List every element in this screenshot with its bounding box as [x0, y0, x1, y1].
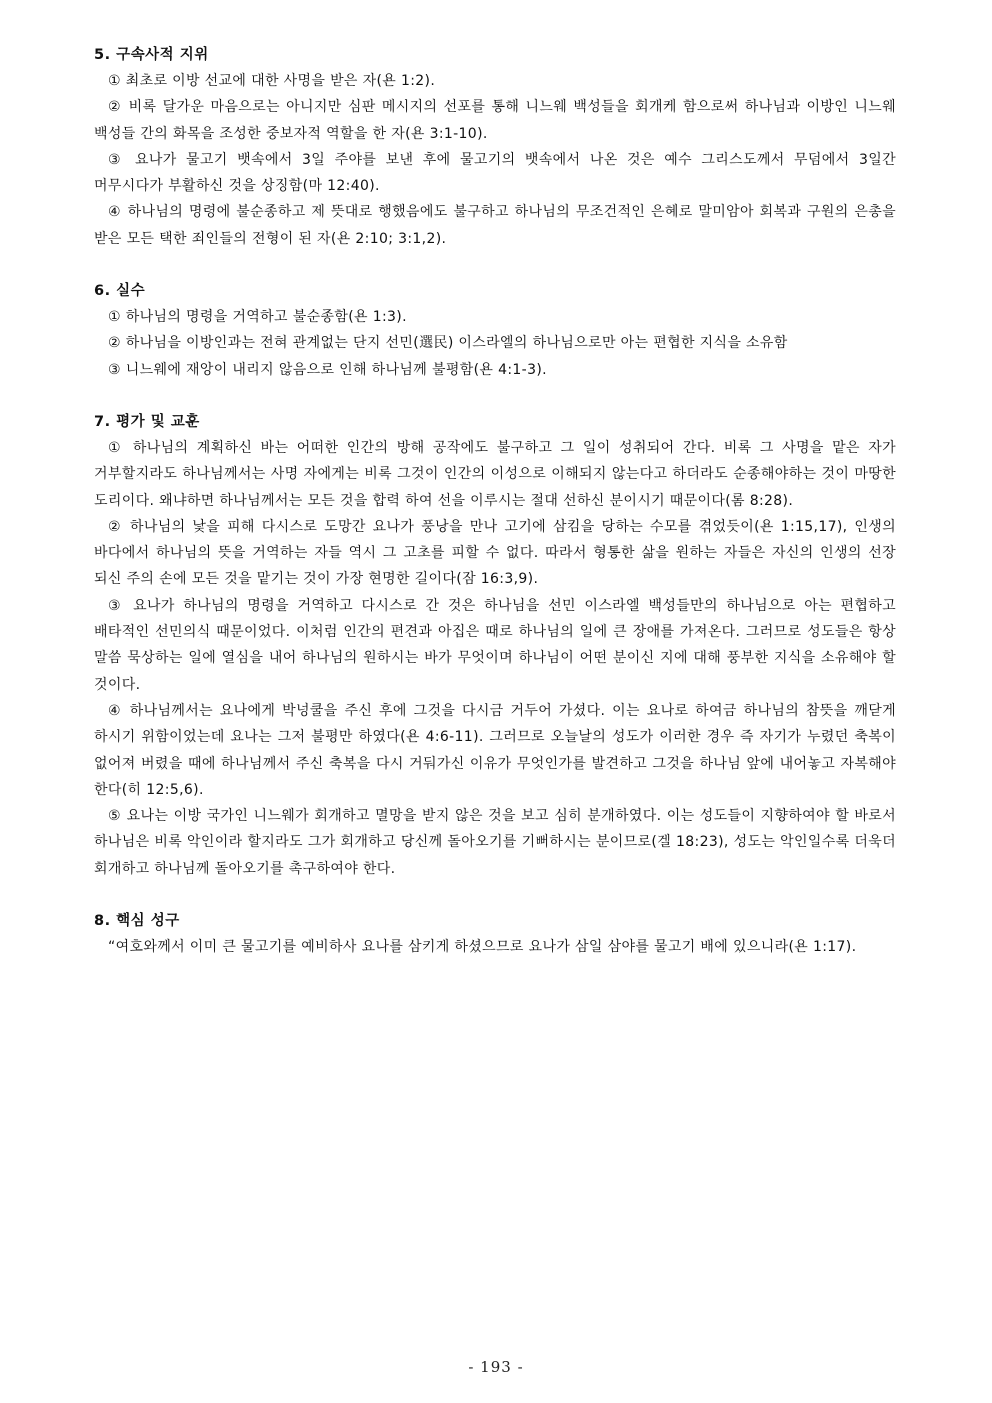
section-title: 8. 핵심 성구	[94, 913, 180, 930]
section-title: 7. 평가 및 교훈	[94, 413, 200, 430]
section-key-verse	[94, 908, 896, 960]
section-mistakes	[94, 278, 896, 383]
page-number: - 193 -	[468, 1358, 524, 1376]
paragraph: ④ 하나님의 명령에 불순종하고 제 뜻대로 행했음에도 불구하고 하나님의 무조건적인 은혜로 말미암아 회복과 구원의 은총을 받은 모든 택한 죄인들의 전형이 된 자(욘 2:10; 3:1,2).	[94, 204, 896, 247]
section-evaluation-lessons	[94, 409, 896, 882]
paragraph: ② 하나님을 이방인과는 전혀 관계없는 단지 선민(選民) 이스라엘의 하나님으로만 아는 편협한 지식을 소유함	[108, 335, 788, 352]
paragraph: ① 하나님의 명령을 거역하고 불순종함(욘 1:3).	[108, 309, 407, 326]
paragraph: ③ 요나가 물고기 뱃속에서 3일 주야를 보낸 후에 물고기의 뱃속에서 나온 것은 예수 그리스도께서 무덤에서 3일간 머무시다가 부활하신 것을 상징함(마 12:40).	[94, 151, 896, 195]
paragraph: ① 하나님의 계획하신 바는 어떠한 인간의 방해 공작에도 불구하고 그 일이 성취되어 간다. 비록 그 사명을 맡은 자가 거부할지라도 하나님께서는 사명 자에게는 비록 그것이 인간의 이성으로 이해되지 않는다고 하더라도 순종해야하는 것이 마땅한 도리이다. 왜냐하면 하나님께서는 모든 것을 합력 하여 선을 이루시는 절대 선하신 분이시기 때문이다(롬 8:28).	[94, 439, 896, 509]
section-title: 6. 실수	[94, 283, 146, 300]
paragraph: ④ 하나님께서는 요나에게 박넝쿨을 주신 후에 그것을 다시금 거두어 가셨다. 이는 요나로 하여금 하나님의 참뜻을 깨닫게 하시기 위함이었는데 요나는 그저 불평만 하였다(욘 4:6-11). 그러므로 오늘날의 성도가 이러한 경우 즉 자기가 누렸던 축복이 없어져 버렸을 때에 하나님께서 주신 축복을 다시 거둬가신 이유가 무엇인가를 발견하고 그것을 하나님 앞에 내어놓고 자복해야 한다(히 12:5,6).	[94, 702, 896, 798]
paragraph: ③ 요나가 하나님의 명령을 거역하고 다시스로 간 것은 하나님을 선민 이스라엘 백성들만의 하나님으로 아는 편협하고 배타적인 선민의식 때문이었다. 이처럼 인간의 편견과 아집은 때로 하나님의 일에 큰 장애를 가져온다. 그러므로 성도들은 항상 말씀 묵상하는 일에 열심을 내어 하나님의 원하시는 바가 무엇이며 하나님이 어떤 분이신 지에 대해 풍부한 지식을 소유해야 할 것이다.	[94, 597, 896, 693]
paragraph: ⑤ 요나는 이방 국가인 니느웨가 회개하고 멸망을 받지 않은 것을 보고 심히 분개하였다. 이는 성도들이 지향하여야 할 바로서 하나님은 비록 악인이라 할지라도 그가 회개하고 당신께 돌아오기를 기뻐하시는 분이므로(겔 18:23), 성도는 악인일수록 더욱더 회개하고 하나님께 돌아오기를 촉구하여야 한다.	[94, 808, 896, 877]
key-verse-quote: “여호와께서 이미 큰 물고기를 예비하사 요나를 삼키게 하셨으므로 요나가 삼일 삼야를 물고기 배에 있으니라(욘 1:17).	[108, 939, 857, 956]
page-content	[94, 42, 896, 986]
section-redemptive-status	[94, 42, 896, 252]
paragraph: ② 비록 달가운 마음으로는 아니지만 심판 메시지의 선포를 통해 니느웨 백성들을 회개케 함으로써 하나님과 이방인 니느웨 백성들 간의 화목을 조성한 중보자적 역할을 한 자(욘 3:1-10).	[94, 99, 896, 142]
paragraph: ① 최초로 이방 선교에 대한 사명을 받은 자(욘 1:2).	[108, 73, 436, 89]
paragraph: ② 하나님의 낯을 피해 다시스로 도망간 요나가 풍낭을 만나 고기에 삼킴을 당하는 수모를 겪었듯이(욘 1:15,17), 인생의 바다에서 하나님의 뜻을 거역하는 자들 역시 그 고초를 피할 수 없다. 따라서 형통한 삶을 원하는 자들은 자신의 인생의 선장 되신 주의 손에 모든 것을 맡기는 것이 가장 현명한 길이다(잠 16:3,9).	[94, 518, 896, 588]
section-title: 5. 구속사적 지위	[94, 47, 209, 63]
paragraph: ③ 니느웨에 재앙이 내리지 않음으로 인해 하나님께 불평함(욘 4:1-3).	[108, 361, 547, 378]
